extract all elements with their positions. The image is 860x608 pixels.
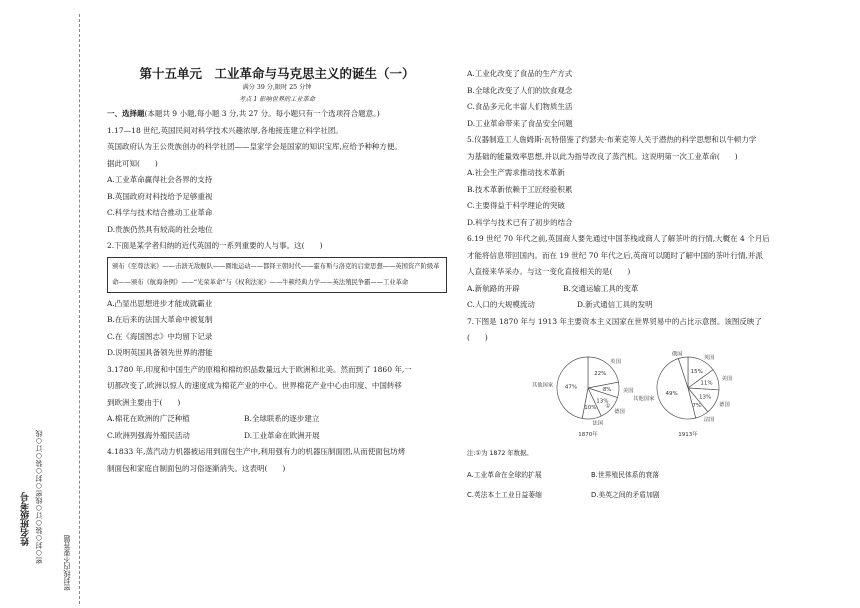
q5-line: 5.仪器制造工人詹姆斯·瓦特借鉴了约瑟夫·布莱克等人关于潜热的科学思想和以牛顿力学 (467, 135, 757, 144)
pie-value-label: 11% (700, 380, 713, 387)
q1-option-d: D.贵族仍然具有较高的社会地位 (107, 224, 213, 234)
q3-line: 到欧洲主要由于( ) (107, 397, 181, 407)
pie-value-label: 13% (596, 398, 609, 405)
topic-heading: 考点 1 影响世界的工业革命 (239, 96, 315, 103)
q6-options-row (467, 297, 827, 314)
q5-option-b: B.技术革新依赖于工匠经验积累 (467, 184, 573, 194)
q4-option-c: C.食品多元化丰富人们物质生活 (467, 102, 573, 111)
q2-option-c: C.在《海国图志》中均留下记录 (107, 331, 213, 341)
pie-category-label: 美国 (721, 376, 733, 383)
pie-category-label: 德国 (719, 401, 730, 408)
binding-line (79, 14, 80, 604)
q2-timeline-text: 颁布《至尊法案》——击溃无敌舰队——圈地运动——都铎王朝时代——霍布斯与洛克的启蒙思想——英国资产阶级革命——颁布《航海条例》——“光荣革命”与《权利法案》——牛顿经典力学——英法殖民争霸——工业革命 (112, 262, 440, 286)
pie-value-label: 47% (564, 384, 578, 391)
name-class-id-label: 姓名班级考号 (21, 492, 31, 546)
q6-option-b: B.交通运输工具的变革 (563, 283, 639, 293)
pie-category-label: 俄国 (671, 351, 683, 358)
left-column (107, 66, 447, 477)
pie-chart-1870 (532, 357, 634, 438)
q5-option-c: C.主要得益于科学理论的突破 (467, 201, 565, 210)
q7-options-row (467, 467, 827, 484)
q3-options-row (107, 428, 447, 445)
q7-option-a: A.工业革命在全球的扩展 (467, 470, 542, 479)
q7-bottom (467, 446, 827, 504)
pie-category-label: 法国 (703, 417, 715, 424)
q6-line: 才能将信息带回国内。而在 19 世纪 70 年代之后,英商可以随时了解中国的茶叶行情,并派 (467, 250, 763, 260)
q1-line: 据此可知( ) (107, 158, 158, 168)
pie-chart-1913 (633, 349, 732, 438)
q3-line: 3.1780 年,印度和中国生产的原棉和棉纺织品数量远大于欧洲和北美。然而到了 1860 年,一 (107, 364, 412, 374)
q2-timeline-box (107, 257, 447, 293)
q6-option-c: C.人口的大规模流动 (467, 300, 535, 309)
q4-option-d: D.工业革命带来了食品安全问题 (467, 118, 573, 128)
q6-option-a: A.新航路的开辟 (467, 283, 520, 293)
q1-line: 1.17—18 世纪,英国民间对科学技术兴趣浓厚,各地接连建立科学社团。 (107, 125, 343, 135)
q7-note: 注:①为 1872 年数据。 (467, 450, 533, 457)
q4-line: 4.1833 年,蒸汽动力机器被运用到面包生产中,利用强有力的机器压制面团,从而使面包坊烤 (107, 447, 406, 456)
pie-value-label: 22% (594, 371, 607, 378)
q3-option-a: A.棉花在欧洲的广泛种植 (107, 414, 190, 423)
pie-year-label: 1913年 (678, 432, 698, 438)
q2-stem: 2.下面是某学者归纳的近代英国的一系列重要的人与事。这( ) (107, 241, 323, 250)
right-column (467, 66, 827, 347)
q1-option-b: B.英国政府对科技给予足够重视 (107, 191, 213, 201)
q5-line: 为基础的能量效率思想,并以此为指导改良了蒸汽机。这说明第一次工业革命( ) (467, 151, 738, 161)
pie-category-label: 英国 (703, 354, 715, 361)
score-info: 满分 39 分,限时 25 分钟 (242, 84, 312, 91)
pie-value-label: 13% (699, 394, 712, 401)
q2-option-d: D.说明英国具备领先世界的潜能 (107, 348, 213, 357)
pie-year-label: 1870年 (578, 432, 598, 438)
page-title: 第十五单元 工业革命与马克思主义的诞生（一） (139, 66, 415, 81)
q3-option-d: D.工业革命在欧洲开展 (244, 430, 320, 440)
q5-option-a: A.社会生产需求推动技术革新 (467, 168, 565, 177)
seal-line-text: 密○封○装○订○线密○封○装○订○线 (35, 430, 43, 564)
pie-category-label: 德国 (614, 409, 625, 416)
pie-category-label: 其他国家 (633, 395, 655, 402)
q1-option-c: C.科学与技术结合推动工业革命 (107, 208, 213, 217)
q7-line: ( ) (467, 333, 488, 342)
q2-option-b: B.在后来的法国大革命中被复制 (107, 315, 213, 324)
pie-value-label: 7% (692, 403, 702, 410)
q7-option-d: D.美英之间的矛盾加剧 (591, 491, 660, 499)
q7-options-row (467, 487, 827, 504)
q3-options-row (107, 411, 447, 428)
pie-value-label: 49% (665, 390, 678, 397)
q6-line: 人直接来华采办。与这一变化直接相关的是( ) (467, 267, 631, 276)
pie-footnote-mark: ① (605, 403, 611, 410)
pie-category-label: 英国 (610, 359, 621, 366)
section-desc: (本题共 9 小题,每小题 3 分,共 27 分。每小题只有一个选项符合题意。) (144, 109, 380, 118)
section-title: 一、选择题 (107, 109, 145, 118)
pie-value-label: 10% (584, 405, 597, 412)
no-answer-notice: 密封线内不要答题 (63, 535, 71, 591)
q2-option-a: A.凸显出思想进步才能成就霸业 (107, 298, 213, 308)
q7-line: 7.下图是 1870 年与 1913 年主要资本主义国家在世界贸易中的占比示意图。该图反映了 (467, 316, 762, 326)
pie-value-label: 15% (690, 368, 703, 375)
pie-value-label: 8% (602, 387, 612, 394)
pie-category-label: 美国 (622, 388, 634, 395)
q4-option-a: A.工业化改变了食品的生产方式 (467, 69, 573, 78)
q6-option-d: D.新式通信工具的发明 (577, 300, 653, 309)
q1-line: 英国政府认为王公贵族创办的科学社团——皇家学会是国家的知识宝库,应给予种种方便。 (107, 142, 402, 151)
q7-option-c: C.英法本土工业日益萎缩 (467, 491, 542, 499)
q6-line: 6.19 世纪 70 年代之前,英国商人要先通过中国茶栈或商人了解茶叶的行情,大概在 4 个月后 (467, 234, 770, 243)
q6-options-row (467, 281, 827, 298)
q7-option-b: B.世界殖民体系的衰落 (591, 470, 659, 479)
q3-line: 切都改变了,欧洲以惊人的速度成为棉花产业的中心。世界棉花产业中心由印度、中国转移 (107, 381, 402, 390)
q3-option-b: B.全球联系的逐步建立 (244, 414, 320, 423)
q1-option-a: A.工业革命赢得社会各界的支持 (107, 175, 213, 184)
section-heading (107, 106, 447, 123)
q3-option-c: C.欧洲列强海外殖民活动 (107, 430, 190, 440)
pie-category-label: 其他国家 (531, 382, 554, 389)
q5-option-d: D.科学与技术已有了初步的结合 (467, 217, 573, 227)
trade-share-pie-charts (531, 350, 740, 442)
q4-option-b: B.全球化改变了人们的饮食观念 (467, 85, 573, 95)
q4-line: 制面包和家庭自制面包的习俗逐渐消失。这表明( ) (107, 463, 286, 473)
pie-category-label: 法国 (592, 420, 603, 427)
